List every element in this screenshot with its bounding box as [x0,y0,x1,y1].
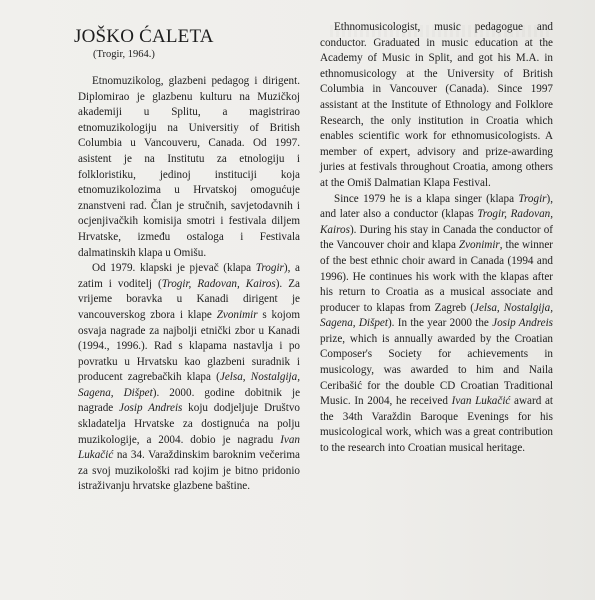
english-paragraph-2: Since 1979 he is a klapa singer (klapa Trogir), and later also a conductor (klapas Trogir, Radovan, Kairos). During his stay in Canada the conductor of the Vancouver choir and klapa Zvonimir, the winner of the best ethnic choir award in Canada (1994 and 1996). He continues his work with the klapas after his return to Croatia as a musical associate and producer to klapas from Zagreb (Jelsa, Nostalgija, Sagena, Dišpet). In the year 2000 the Josip Andreis prize, which is annually awarded by the Croatian Composer's Society for achievements in musicology, was awarded to him and Naila Ceribašić for the double CD Croatian Traditional Music. In 2004, he received Ivan Lukačić award at the 34th Varaždin Baroque Evenings for his musicological work, which was a great contribution to the research into Croatian musical heritage. [320,192,554,455]
croatian-paragraph-1: Etnomuzikolog, glazbeni pedagog i dirigent. Diplomirao je glazbenu kulturu na Muzičkoj akademiji u Splitu, a magistrirao etnomuzikologiju na Universitiy of British Columbia u Vancouveru, Canada. Od 1997. asistent je na Institutu za etnologiju i folkloristiku, jedinoj instituciji koja etnomuzikolozima u Hrvatskoj omogućuje znanstveni rad. Član je stručnih, savjetodavnih i ocjenjivačkih komisija smotri i festivala diljem Hrvatske, između ostaloga i Festivala dalmatinskih klapa u Omišu. [78,75,300,259]
english-paragraph-1: Ethnomusicologist, music pedagogue and conductor. Graduated in music education at the Academy of Music in Split, and got his M.A. in ethnomusicology at the University of British Columbia in Vancouver (Canada). Since 1997 assistant at the Institute of Ethnology and Folklore Research, the only institution in Croatia which enables scientific work for ethnomusicologists. A member of expert, advisory and prize-awarding juries at festivals throughout Croatia, among others at the Omiš Dalmatian Klapa Festival. [320,21,553,189]
english-body [320,20,553,457]
croatian-paragraph-2: Od 1979. klapski je pjevač (klapa Trogir), a zatim i voditelj (Trogir, Radovan, Kairos). Za vrijeme boravka u Kanadi dirigent je vancouverskog zbora i klape Zvonimir s kojom osvaja nagrade za najbolji etnički zbor u Kanadi (1994., 1996.). Rad s klapama nastavlja i po povratku u Hrvatsku kao glazbeni suradnik i producent zagrebačkih klapa (Jelsa, Nostalgija, Sagena, Dišpet). 2000. godine dobitnik je nagrade Josip Andreis koju dodjeljuje Društvo skladatelja Hrvatske za dostignuća na polju muzikologije, a 2004. dobio je nagradu Ivan Lukačić na 34. Varaždinskim baroknim večerima za svoj muzikološki rad kojim je bitno pridonio istraživanju hrvatske glazbene baštine. [78,262,301,493]
page-subtitle: (Trogir, 1964.) [93,49,155,60]
page-title: JOŠKO ĆALETA [74,26,214,47]
croatian-body [78,74,300,495]
